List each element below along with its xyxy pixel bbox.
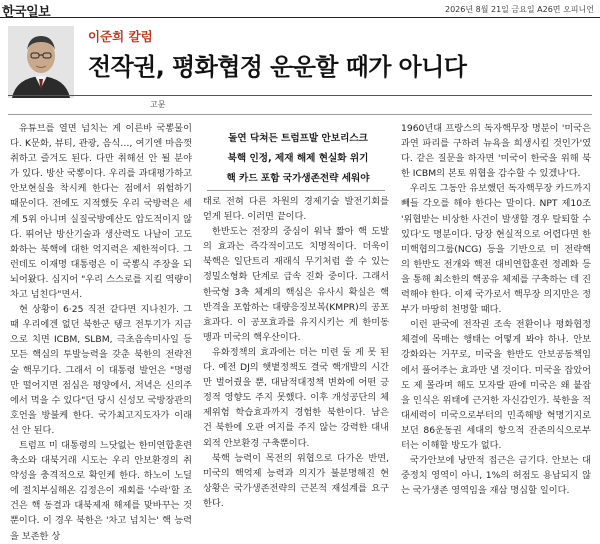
newspaper-name: 한국일보: [2, 5, 51, 20]
paragraph: 현 상황이 6·25 직전 같다면 지나친가. 그때 우리에겐 없던 북한군 탱크 전투기가 지금으로 치면 ICBM, SLBM, 극초음속미사일 등 모든 핵심의 투발능력을 갖춘 북한의 전략전술 핵무기다. 그래서 이 대통령 발언은 "명령만 떨어지면 점심은 평양에서, 저녁은 신의주에서 먹을 수 있다"던 당시 신성모 국방장관의 호언을 방불케 한다. 국가최고지도자가 이래선 안 된다.: [10, 304, 192, 436]
column-series: 이준희 칼럼: [88, 29, 153, 44]
columnist-portrait: [8, 26, 74, 98]
paragraph: 태로 전혀 다른 차원의 경제기술 발전기회를 얻게 된다. 이러면 끝이다.: [203, 196, 389, 223]
subheadlines: [218, 129, 378, 189]
body-column-1: [10, 121, 192, 542]
body-column-3: [401, 121, 591, 499]
body-column-2: [203, 194, 389, 509]
paragraph: 국가안보에 낭만적 접근은 금기다. 안보는 대중정치 영역이 아니, 1%의 허점도 용납되지 않는 국가생존 영역임을 재삼 명심할 일이다.: [401, 455, 591, 497]
paragraph: 유화정책의 효과에는 더는 미련 둘 게 못 된다. 예전 DJ의 햇볕정책도 결국 핵개발의 시간만 벌어줬을 뿐, 대남적대정책 변화에 어떤 긍정적 영향도 주지 못했다. 이후 개성공단의 체제위험 학습효과까지 경험한 북한이다. 남은 건 북한에 오판 여지를 주지 않는 강력한 대내외적 안보환경 구축뿐이다.: [203, 346, 389, 449]
subheadline: 핵 카드 포함 국가생존전략 세워야: [226, 173, 370, 184]
subheadline: 돌연 닥쳐든 트럼프발 안보리스크: [228, 133, 368, 144]
subheadline: 북핵 인정, 제재 해제 현실화 위기: [227, 153, 369, 164]
paragraph: 이런 판국에 전작권 조속 전환이나 평화협정 체결에 목매는 행태는 어떻게 봐야 하나. 안보 강화와는 거꾸로, 미국을 한반도 안보공동책임에서 풀어주는 효과만 낼 것이다. 미국을 잡았어도 제 몰라며 해도 모자랄 판에 미국은 왜 붙잡을 인식은 위태에 근거한 자신감인가. 북한을 적대세력이 미국으로부터의 민족해방 혁명기지로 보던 86운동권 세대의 항으적 잔존의식으로부터는 이해할 방도가 없다.: [401, 319, 591, 451]
portrait-illustration: [8, 26, 74, 98]
paragraph: 유튜브를 열면 넘치는 게 이른바 국뽕물이다. K문화, 뷰티, 관광, 음식…, 여기엔 마음껏 취하고 즐겨도 된다. 다만 취해선 안 될 분야가 있다. 방산 국뽕이다. 우리를 과대평가하고 안보현실을 착시케 한다는 점에서 위험하기 때문이다. 전에도 지적했듯 우리 국방력은 세계 5위 아니며 실질국방예산도 압도적이지 않다. 뛰어난 방산기술과 생산력도 나날이 고도화하는 북핵에 대한 억지력은 제한적이다. 그런데도 이재명 대통령은 이 국뽕식 주장을 되뇌어왔다. 심지어 "우리 스스로를 지킬 역량이 차고 넘친다"면서.: [10, 123, 192, 301]
paragraph: 우리도 그동안 유보했던 독자핵무장 카드까지 빼들 각오를 해야 한다는 말이다. NPT 제10조 '위협받는 비상한 사건이 발생할 경우 탈퇴할 수 있다'도 명분이다. 당장 현실적으로 어렵다면 한미핵협의그룹(NCG) 등을 기반으로 미 전략핵의 한반도 전개와 핵전 대비연합훈련 정례화 등을 통해 최소한의 핵공유 체제를 구축하는 데 진력해야 한다. 이제 국가로서 핵무장 의지만은 정부가 마땅히 천명할 때다.: [401, 183, 591, 316]
paragraph: 트럼프 미 대통령의 느닷없는 한미연합훈련 축소와 대북거래 시도는 우리 안보환경의 취약성을 충격적으로 확인케 한다. 하노이 노딜에 절치부심해온 김정은이 재회를 '수락'할 조건은 핵 동결과 대북제재 해제를 맞바꾸는 것뿐이다. 이 경우 북한은 '차고 넘치는' 핵 능력을 보존한 상: [10, 439, 192, 542]
paragraph: 북핵 능력이 목전의 위협으로 다가온 반면, 미국의 핵억제 능력과 의지가 불분명해진 현 상황은 국가생존전략의 근본적 재설계를 요구한다.: [203, 452, 389, 509]
paragraph: 한반도는 전장의 중심이 워낙 짧아 핵 도발의 효과는 즉각적이고도 치명적이다. 더욱이 북핵은 일단트리 재래식 무기처럼 쓸 수 있는 정밀소형화 단계로 급속 진화 중이다. 그래서 한국형 3축 체계의 핵심은 유사시 확실은 핵 반격을 포함하는 대량응징보복(KMPR)의 공포효과다. 이 공포효과를 유지시키는 게 한미동맹과 미국의 핵우산이다.: [203, 226, 389, 343]
masthead: [0, 0, 600, 18]
paragraph: 1960년대 프랑스의 독자핵무장 명분이 '미국은 과연 파리를 구하려 뉴욕을 희생시킬 것인가'였다. 같은 질문을 하자면 '미국이 한국을 위해 북한 ICBM의 본토 위협을 감수할 수 있겠나'다.: [401, 123, 591, 180]
dateline: 2026년 8월 21일 금요일 A26면 오피니언: [444, 5, 594, 14]
subheadline-rule: [207, 190, 385, 191]
byline: 고문: [150, 100, 166, 109]
byline-rule: [8, 114, 592, 115]
headline: 전작권, 평화협정 운운할 때가 아니다: [88, 53, 467, 81]
header-rule: [8, 95, 592, 96]
